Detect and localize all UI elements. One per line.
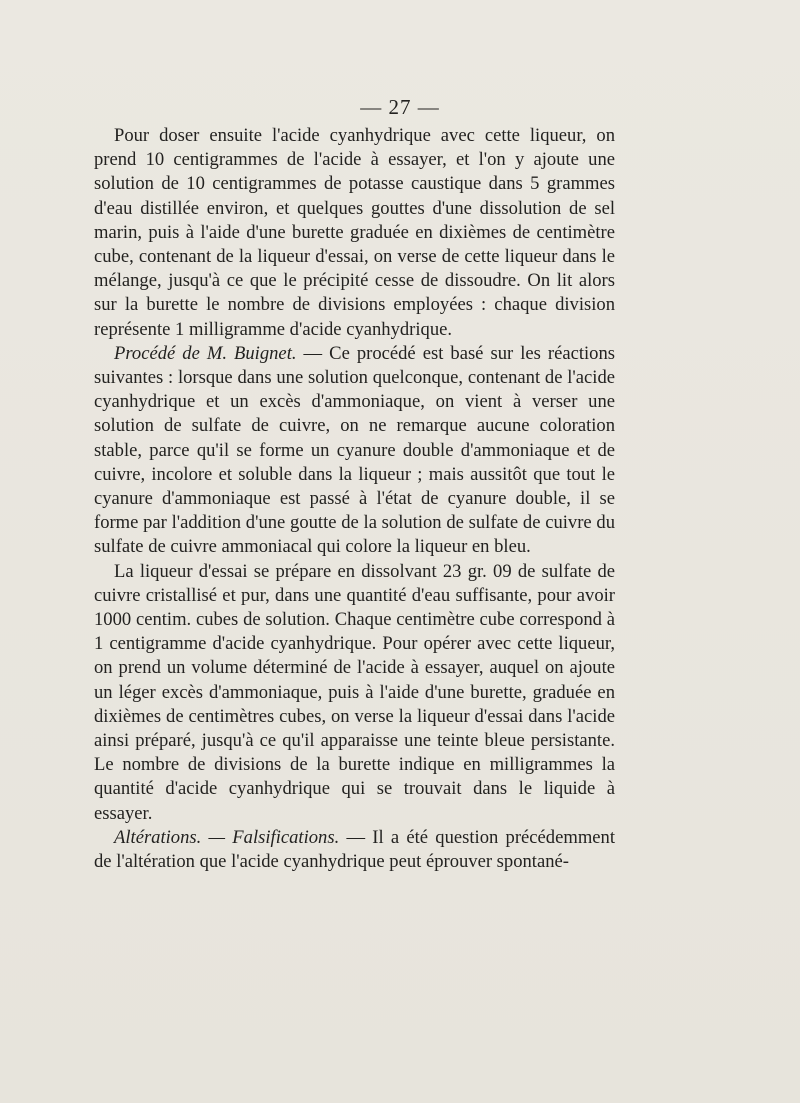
paragraph-text: — Il a été question précédemment de l'altération que l'acide cyanhydrique peut éprouver spontané-: [94, 826, 615, 873]
paragraph-text: — Ce procédé est basé sur les réactions suivantes : lorsque dans une solution quelconque, contenant de l'acide cyanhydrique et un excès d'ammoniaque, on vient à verser une solution de sulfate de cuivre, on ne remarque aucune coloration stable, parce qu'il se forme un cyanure double d'ammoniaque et de cuivre, incolore et soluble dans la liqueur ; mais aussitôt que tout le cyanure d'ammoniaque est passé à l'état de cyanure double, il se forme par l'addition d'une goutte de la solution de sulfate de cuivre du sulfate de cuivre ammoniacal qui colore la liqueur en bleu.: [94, 342, 615, 558]
page-number: — 27 —: [360, 95, 440, 119]
paragraph-alterations: [94, 826, 615, 874]
paragraph-test-liquor: [94, 560, 615, 826]
paragraph-text: Pour doser ensuite l'acide cyanhydrique avec cette liqueur, on prend 10 centigrammes de l'acide à essayer, et l'on y ajoute une solution de 10 centigrammes de potasse caustique dans 5 grammes d'eau distillée environ, et quelques gouttes d'une dissolution de sel marin, puis à l'aide d'une burette graduée en dixièmes de centimètre cube, contenant de la liqueur d'essai, on verse de cette liqueur dans le mélange, jusqu'à ce que le précipité cesse de dissoudre. On lit alors sur la burette le nombre de divisions employées : chaque division représente 1 milligramme d'acide cyanhydrique.: [94, 125, 615, 340]
body-text: [94, 124, 615, 874]
paragraph-buignet-method: [94, 342, 615, 560]
paragraph-dosage: [94, 124, 615, 342]
paragraph-text: La liqueur d'essai se prépare en dissolvant 23 gr. 09 de sulfate de cuivre cristallisé et pur, dans une quantité d'eau suffisante, pour avoir 1000 centim. cubes de solution. Chaque centimètre cube correspond à 1 centigramme d'acide cyanhydrique. Pour opérer avec cette liqueur, on prend un volume déterminé de l'acide à essayer, auquel on ajoute un léger excès d'ammoniaque, puis à l'aide d'une burette, graduée en dixièmes de centimètres cubes, on verse la liqueur d'essai dans l'acide ainsi préparé, jusqu'à ce qu'il apparaisse une teinte bleue persistante. Le nombre de divisions de la burette indique en milligrammes la quantité d'acide cyanhydrique qui se trouvait dans le liquide à essayer.: [94, 560, 615, 824]
paragraph-lead: Procédé de M. Buignet.: [114, 342, 297, 364]
paragraph-lead: Altérations. — Falsifications.: [114, 826, 340, 848]
